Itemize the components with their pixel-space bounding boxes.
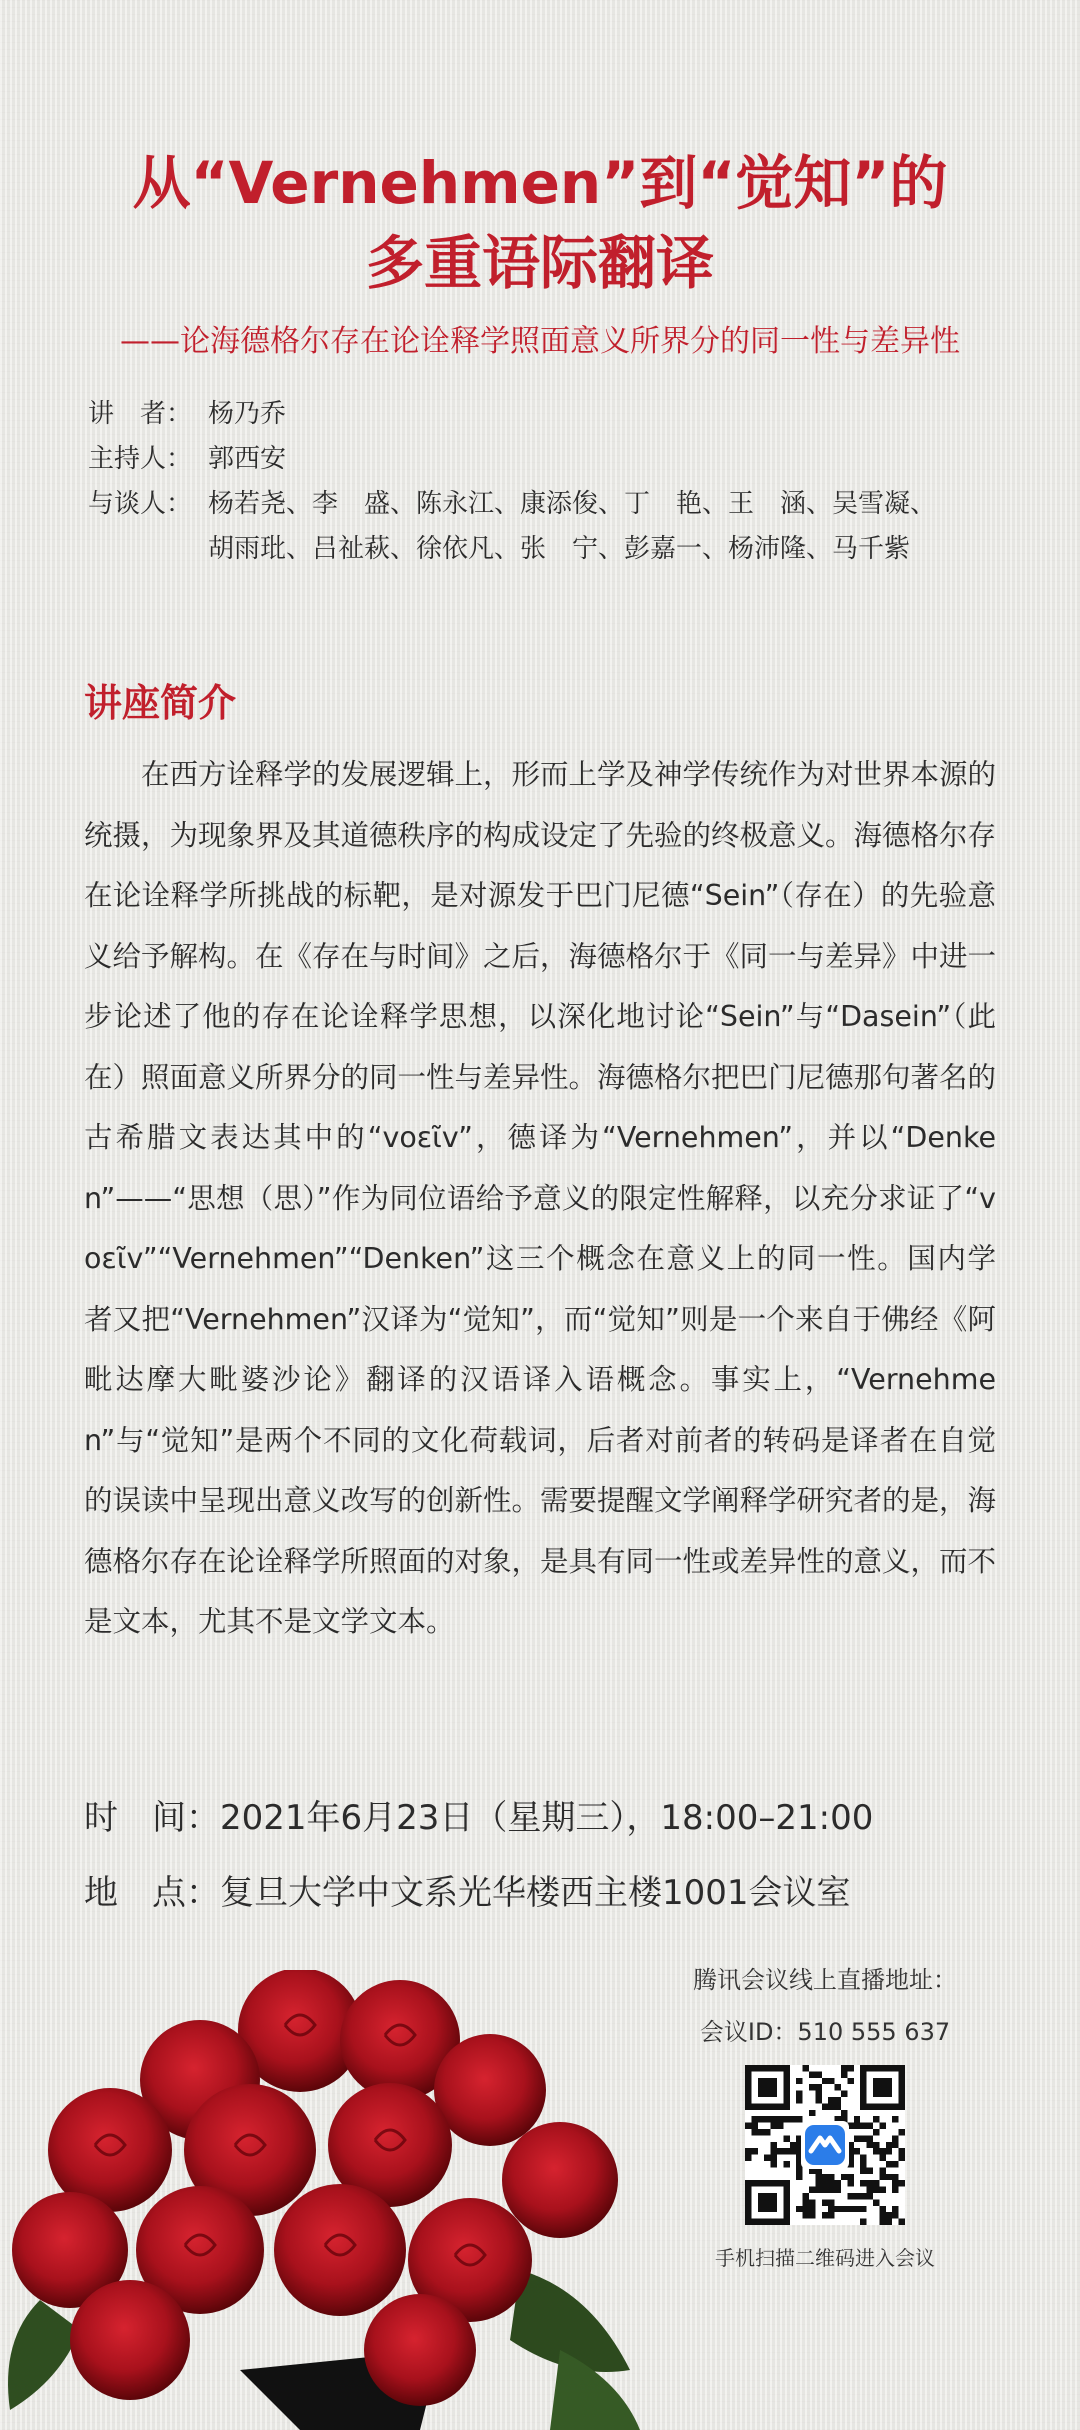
- panel-names-line1: 杨若尧、李 盛、陈永江、康添俊、丁 艳、王 涵、吴雪凝、: [208, 489, 937, 519]
- time-label: 时 间：: [84, 1798, 220, 1838]
- panel-label: 与谈人：: [88, 489, 193, 519]
- rose-bouquet-image: [0, 1970, 700, 2430]
- intro-heading: 讲座简介: [84, 681, 237, 725]
- panel-row: [88, 482, 936, 572]
- people-list: [88, 392, 936, 572]
- place-label: 地 点：: [84, 1873, 220, 1913]
- live-stream-title: 腾讯会议线上直播地址：: [693, 1966, 957, 1994]
- event-place: [84, 1865, 851, 1914]
- poster-title-line1: 从“Vernehmen”到“觉知”的: [132, 149, 948, 217]
- meeting-id: 会议ID：510 555 637: [699, 2018, 951, 2046]
- speaker-label: 讲 者：: [88, 399, 193, 429]
- poster-title-line2: 多重语际翻译: [365, 229, 714, 297]
- time-value: 2021年6月23日（星期三），18:00–21:00: [220, 1798, 874, 1838]
- tencent-meeting-logo-icon: [801, 2121, 849, 2169]
- place-value: 复旦大学中文系光华楼西主楼1001会议室: [220, 1873, 851, 1913]
- host-label: 主持人：: [88, 444, 193, 474]
- poster-subtitle: ——论海德格尔存在论诠释学照面意义所界分的同一性与差异性: [120, 324, 960, 359]
- event-time: [84, 1790, 873, 1839]
- panel-names-line2: 胡雨玭、吕祉萩、徐依凡、张 宁、彭嘉一、杨沛隆、马千紫: [208, 534, 911, 564]
- qr-caption: 手机扫描二维码进入会议: [715, 2246, 935, 2270]
- speaker-name: 杨乃乔: [208, 399, 287, 429]
- speaker-row: [88, 392, 936, 437]
- intro-paragraph: 在西方诠释学的发展逻辑上，形而上学及神学传统作为对世界本源的统摄，为现象界及其道德秩序的构成设定了先验的终极意义。海德格尔存在论诠释学所挑战的标靶，是对源发于巴门尼德“Sein”（存在）的先验意义给予解构。在《存在与时间》之后，海德格尔于《同一与差异》中进一步论述了他的存在论诠释学思想，以深化地讨论“Sein”与“Dasein”（此在）照面意义所界分的同一性与差异性。海德格尔把巴门尼德那句著名的古希腊文表达其中的“voεῖv”，德译为“Vernehmen”，并以“Denken”——“思想（思）”作为同位语给予意义的限定性解释，以充分求证了“voεῖv”“Vernehmen”“Denken”这三个概念在意义上的同一性。国内学者又把“Vernehmen”汉译为“觉知”，而“觉知”则是一个来自于佛经《阿毗达摩大毗婆沙论》翻译的汉语译入语概念。事实上，“Vernehmen”与“觉知”是两个不同的文化荷载词，后者对前者的转码是译者在自觉的误读中呈现出意义改写的创新性。需要提醒文学阐释学研究者的是，海德格尔存在论诠释学所照面的对象，是具有同一性或差异性的意义，而不是文本，尤其不是文学文本。: [84, 758, 997, 1638]
- host-name: 郭西安: [208, 444, 287, 474]
- host-row: [88, 437, 936, 482]
